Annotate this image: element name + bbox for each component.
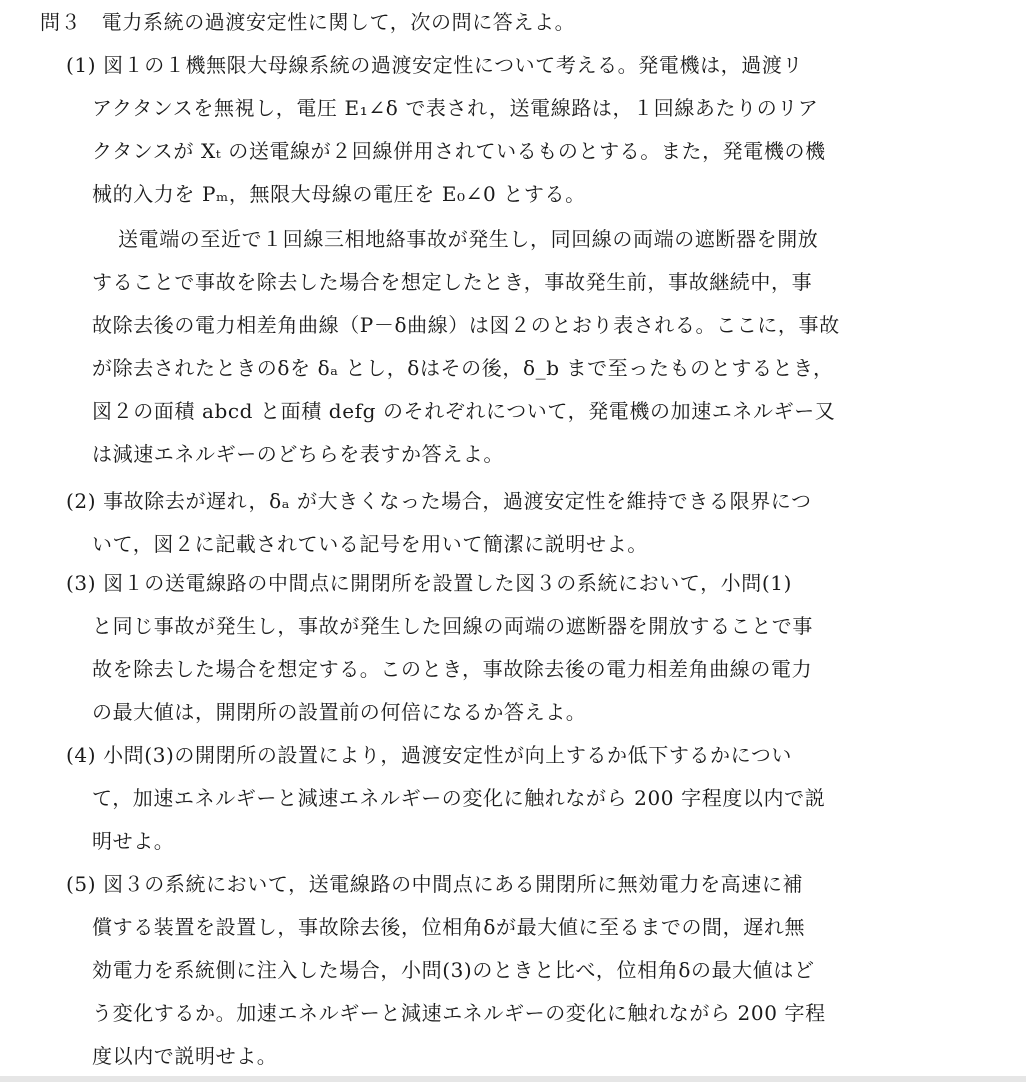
q1-line-9: 図２の面積 abcd と面積 defg のそれぞれについて，発電機の加速エネルギー又 <box>92 399 836 423</box>
q1-line-7: 故除去後の電力相差角曲線（P－δ曲線）は図２のとおり表される。ここに，事故 <box>92 313 840 337</box>
q4-line-1: (4) 小問(3)の開閉所の設置により，過渡安定性が向上するか低下するかについ <box>66 743 793 767</box>
q1-line-4: 械的入力を Pₘ，無限大母線の電圧を E₀∠0 とする。 <box>92 182 586 206</box>
q1-line-6: することで事故を除去した場合を想定したとき，事故発生前，事故継続中，事 <box>92 270 813 294</box>
q3-line-2: と同じ事故が発生し，事故が発生した回線の両端の遮断器を開放することで事 <box>92 614 813 638</box>
q3-line-4: の最大値は，開閉所の設置前の何倍になるか答えよ。 <box>92 700 587 724</box>
q3-line-3: 故を除去した場合を想定する。このとき，事故除去後の電力相差角曲線の電力 <box>92 657 813 681</box>
q5-line-1: (5) 図３の系統において，送電線路の中間点にある開閉所に無効電力を高速に補 <box>66 872 804 896</box>
q5-line-4: う変化するか。加速エネルギーと減速エネルギーの変化に触れながら 200 字程 <box>92 1001 826 1025</box>
q2-line-1: (2) 事故除去が遅れ，δₐ が大きくなった場合，過渡安定性を維持できる限界につ <box>66 489 812 513</box>
q1-line-8: が除去されたときのδを δₐ とし，δはその後，δ_b まで至ったものとするとき， <box>92 356 834 380</box>
q1-line-2: アクタンスを無視し，電圧 E₁∠δ で表され，送電線路は，１回線あたりのリア <box>92 96 819 120</box>
q4-line-3: 明せよ。 <box>92 829 175 853</box>
question-heading: 問３ 電力系統の過渡安定性に関して，次の問に答えよ。 <box>40 10 576 34</box>
q5-line-2: 償する装置を設置し，事故除去後，位相角δが最大値に至るまでの間，遅れ無 <box>92 915 806 939</box>
q3-line-1: (3) 図１の送電線路の中間点に開閉所を設置した図３の系統において，小問(1) <box>66 571 793 595</box>
q5-line-3: 効電力を系統側に注入した場合，小問(3)のときと比べ，位相角δの最大値はど <box>92 958 815 982</box>
q1-line-3: クタンスが Xₜ の送電線が２回線併用されているものとする。また，発電機の機 <box>92 139 826 163</box>
q2-line-2: いて，図２に記載されている記号を用いて簡潔に説明せよ。 <box>92 532 648 556</box>
q4-line-2: て，加速エネルギーと減速エネルギーの変化に触れながら 200 字程度以内で説 <box>92 786 826 810</box>
q5-line-5: 度以内で説明せよ。 <box>92 1044 278 1068</box>
q1-line-1: (1) 図１の１機無限大母線系統の過渡安定性について考える。発電機は，過渡リ <box>66 53 804 77</box>
bottom-rule <box>0 1076 1026 1082</box>
q1-line-5: 送電端の至近で１回線三相地絡事故が発生し，同回線の両端の遮断器を開放 <box>118 227 819 251</box>
q1-line-10: は減速エネルギーのどちらを表すか答えよ。 <box>92 442 504 466</box>
